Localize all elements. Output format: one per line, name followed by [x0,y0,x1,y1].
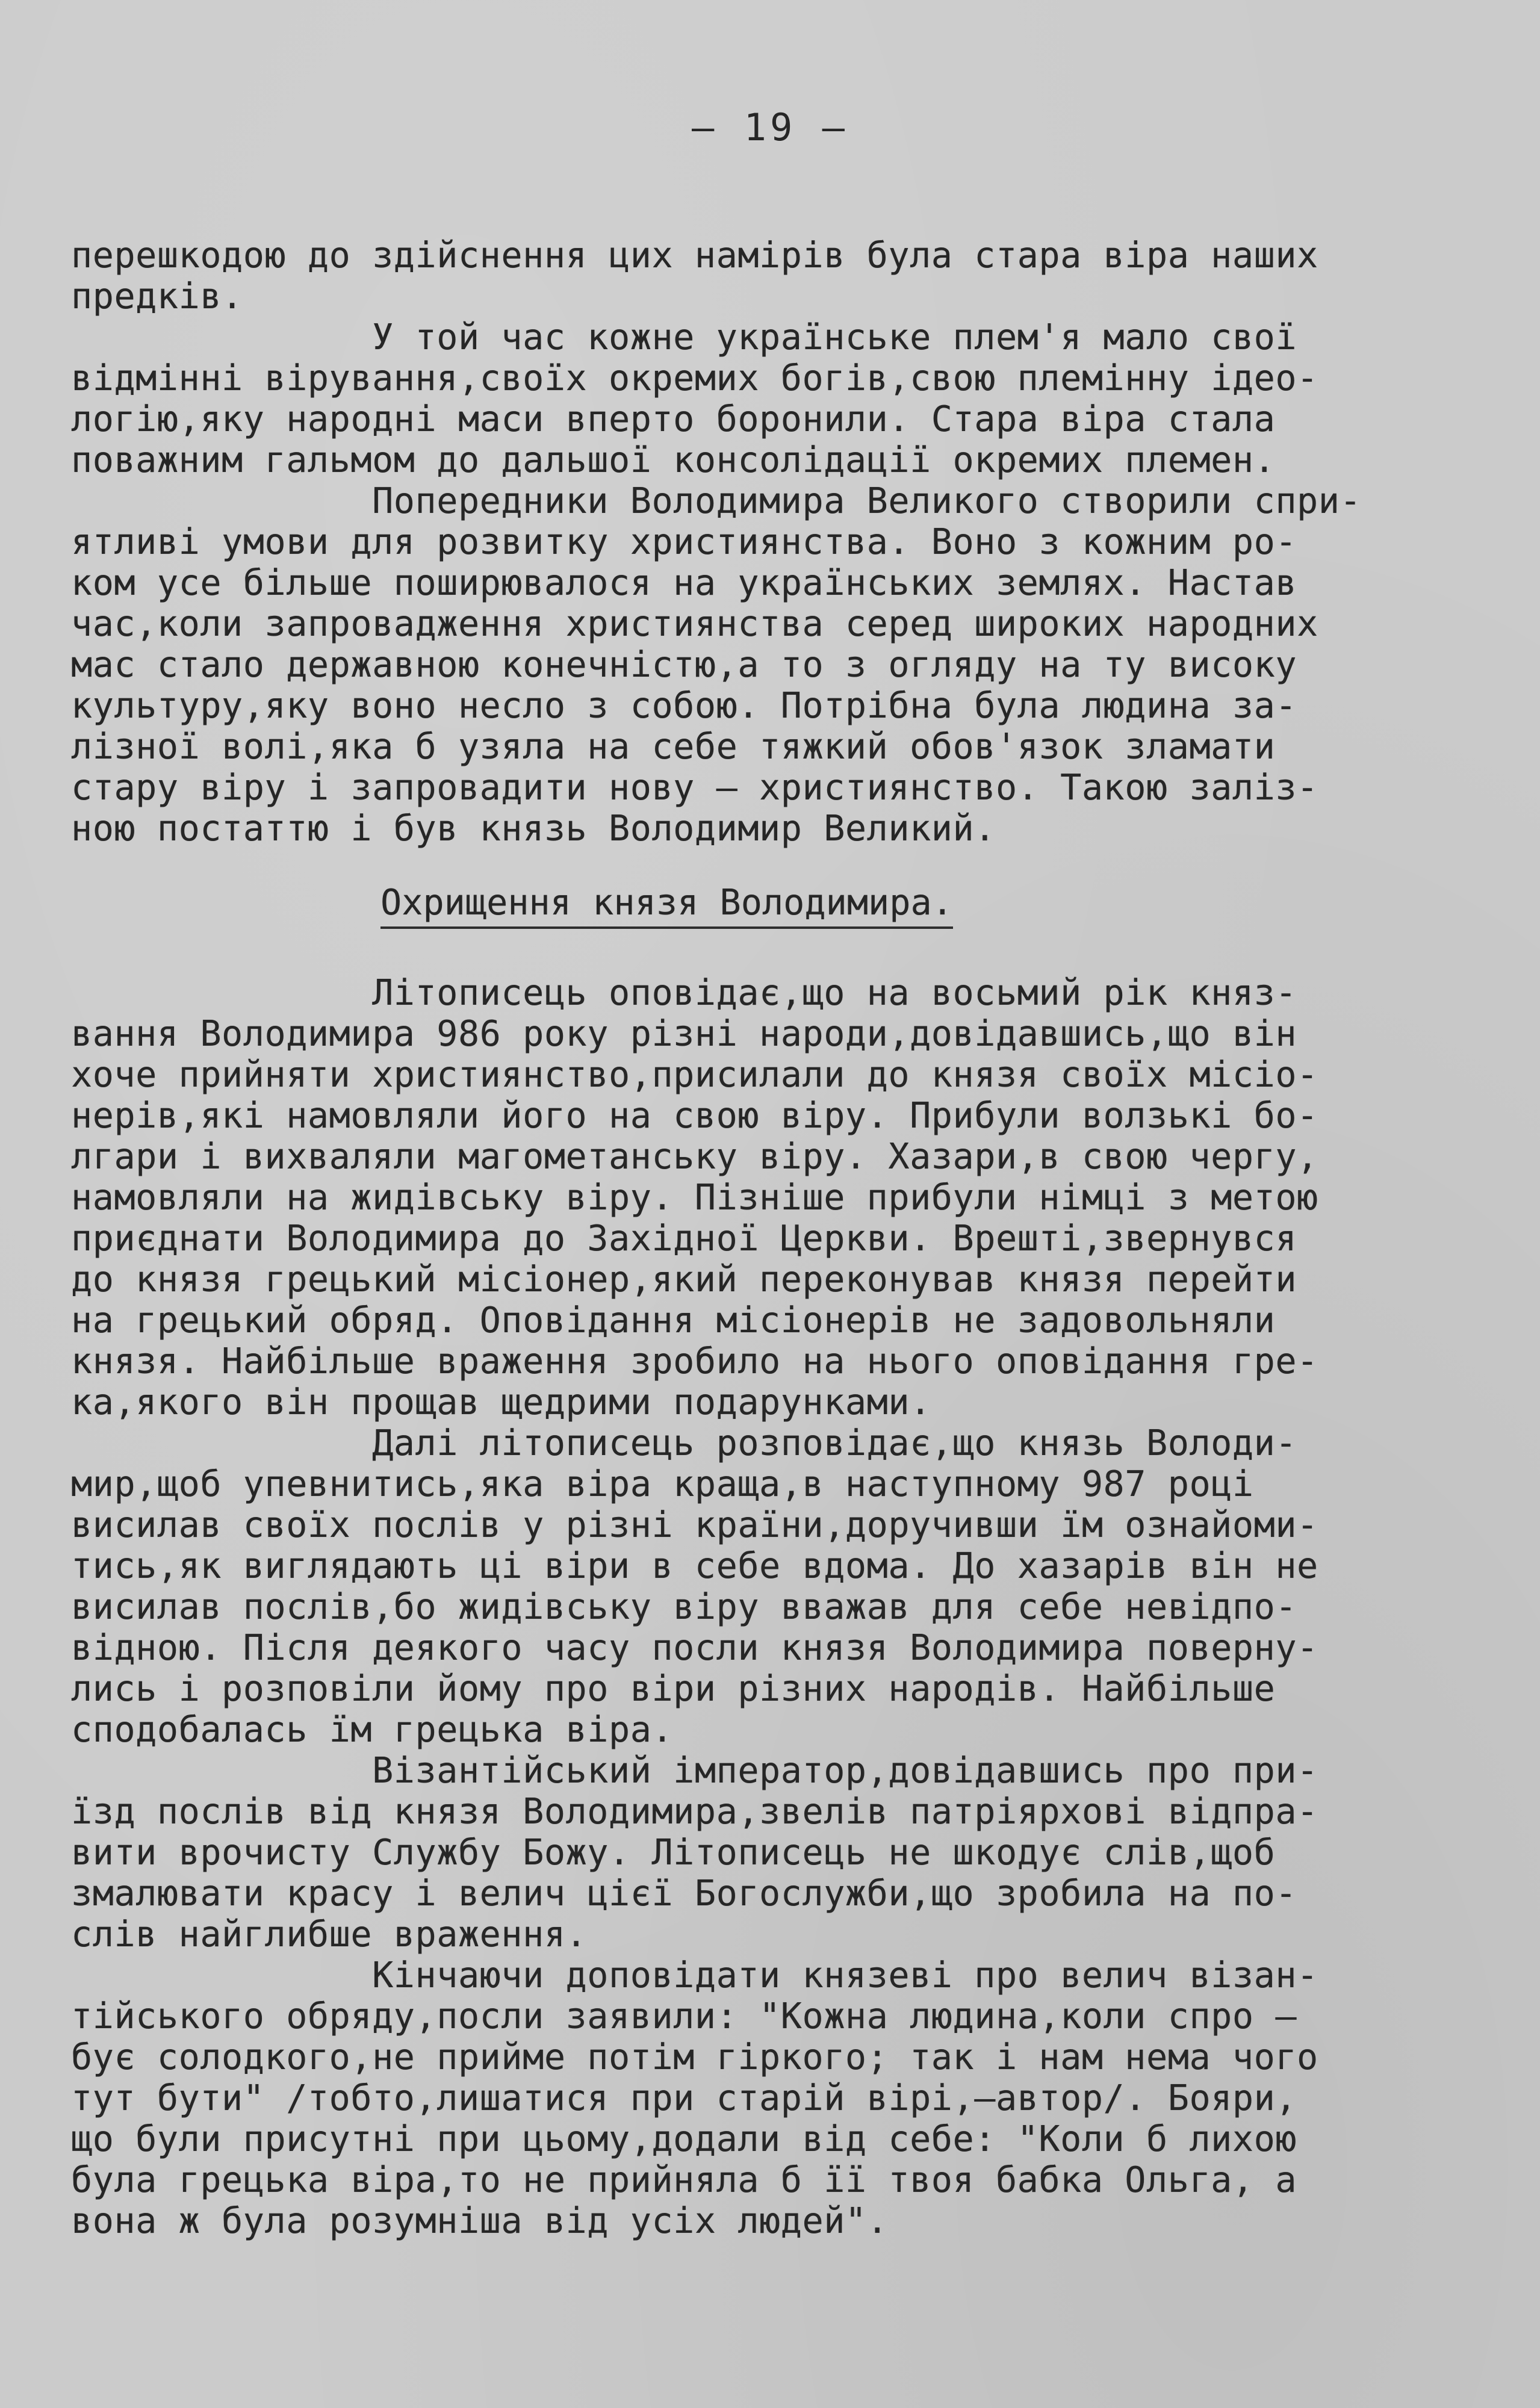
text-line: ною постаттю і був князь Володимир Великий. [71,808,996,849]
text-line: що були присутні при цьому,додали від себе: "Коли б лихою [71,2118,1297,2159]
text-line: У той час кожне українське плем'я мало свої [71,317,1297,358]
text-line: лгари і вихваляли магометанську віру. Хазари,в свою чергу, [71,1136,1318,1177]
text-line: предків. [71,276,243,317]
text-line: бує солодкого,не прийме потім гіркого; так і нам нема чого [71,2037,1318,2078]
text-line: слів найглибше враження. [71,1914,588,1955]
text-line: ка,якого він прощав щедрими подарунками. [71,1382,931,1423]
text-line: мас стало державною конечністю,а то з огляду на ту високу [71,644,1297,685]
text-line: приєднати Володимира до Західної Церкви. Врешті,звернувся [71,1218,1297,1259]
section-heading: Охрищення князя Володимира. [380,882,953,929]
text-line: тут бути" /тобто,лишатися при старій вірі,–автор/. Бояри, [71,2078,1297,2118]
text-line: намовляли на жидівську віру. Пізніше прибули німці з метою [71,1177,1318,1218]
text-line: стару віру і запровадити нову – християнство. Такою заліз- [71,767,1318,808]
text-line: лись і розповіли йому про віри різних народів. Найбільше [71,1668,1276,1709]
text-line: ятливі умови для розвитку християнства. Воно з кожним ро- [71,521,1297,562]
text-line: до князя грецький місіонер,який переконував князя перейти [71,1259,1297,1300]
text-line: висилав своїх послів у різні країни,доручивши їм ознайоми- [71,1504,1318,1545]
text-line: відмінні вірування,своїх окремих богів,свою племінну ідео- [71,358,1318,399]
text-line: Попередники Володимира Великого створили спри- [71,480,1362,521]
text-line: тійського обряду,посли заявили: "Кожна людина,коли спро – [71,1996,1297,2037]
text-line: перешкодою до здійснення цих намірів була стара віра наших [71,235,1318,276]
text-line: Кінчаючи доповідати князеві про велич візан- [71,1955,1318,1996]
text-line: культуру,яку воно несло з собою. Потрібна була людина за- [71,685,1297,726]
text-line: князя. Найбільше враження зробило на нього оповідання гре- [71,1341,1318,1382]
text-line: змалювати красу і велич цієї Богослужби,що зробила на по- [71,1873,1297,1914]
text-line: на грецький обряд. Оповідання місіонерів не задовольняли [71,1300,1276,1341]
text-line: Далі літописець розповідає,що князь Володи- [71,1423,1297,1463]
text-line: логію,яку народні маси вперто боронили. Стара віра стала [71,399,1276,439]
text-line: їзд послів від князя Володимира,звелів патріярхові відпра- [71,1791,1318,1832]
text-line: тись,як виглядають ці віри в себе вдома. До хазарів він не [71,1545,1318,1586]
text-line: нерів,які намовляли його на свою віру. Прибули волзькі бо- [71,1095,1318,1136]
text-line: вити врочисту Службу Божу. Літописець не шкодує слів,щоб [71,1832,1276,1873]
text-line: сподобалась їм грецька віра. [71,1709,674,1750]
text-line: ком усе більше поширювалося на українських землях. Настав [71,562,1297,603]
text-line: лізної волі,яка б узяла на себе тяжкий обов'язок зламати [71,726,1276,767]
text-line: Візантійський імператор,довідавшись про при- [71,1750,1318,1791]
page-number: – 19 – [692,105,848,149]
text-line: поважним гальмом до дальшої консолідації окремих племен. [71,439,1276,480]
text-line: хоче прийняти християнство,присилали до князя своїх місіо- [71,1054,1318,1095]
text-line: вона ж була розумніша від усіх людей". [71,2200,889,2241]
text-line: мир,щоб упевнитись,яка віра краща,в наступному 987 році [71,1463,1254,1504]
text-line: вання Володимира 986 року різні народи,довідавшись,що він [71,1013,1297,1054]
text-line: висилав послів,бо жидівську віру вважав для себе невідпо- [71,1586,1297,1627]
text-line: час,коли запровадження християнства серед широких народних [71,603,1318,644]
text-line: Літописець оповідає,що на восьмий рік княз- [71,972,1297,1013]
text-line: відною. Після деякого часу посли князя Володимира поверну- [71,1627,1318,1668]
text-line: була грецька віра,то не прийняла б її твоя бабка Ольга, а [71,2159,1297,2200]
